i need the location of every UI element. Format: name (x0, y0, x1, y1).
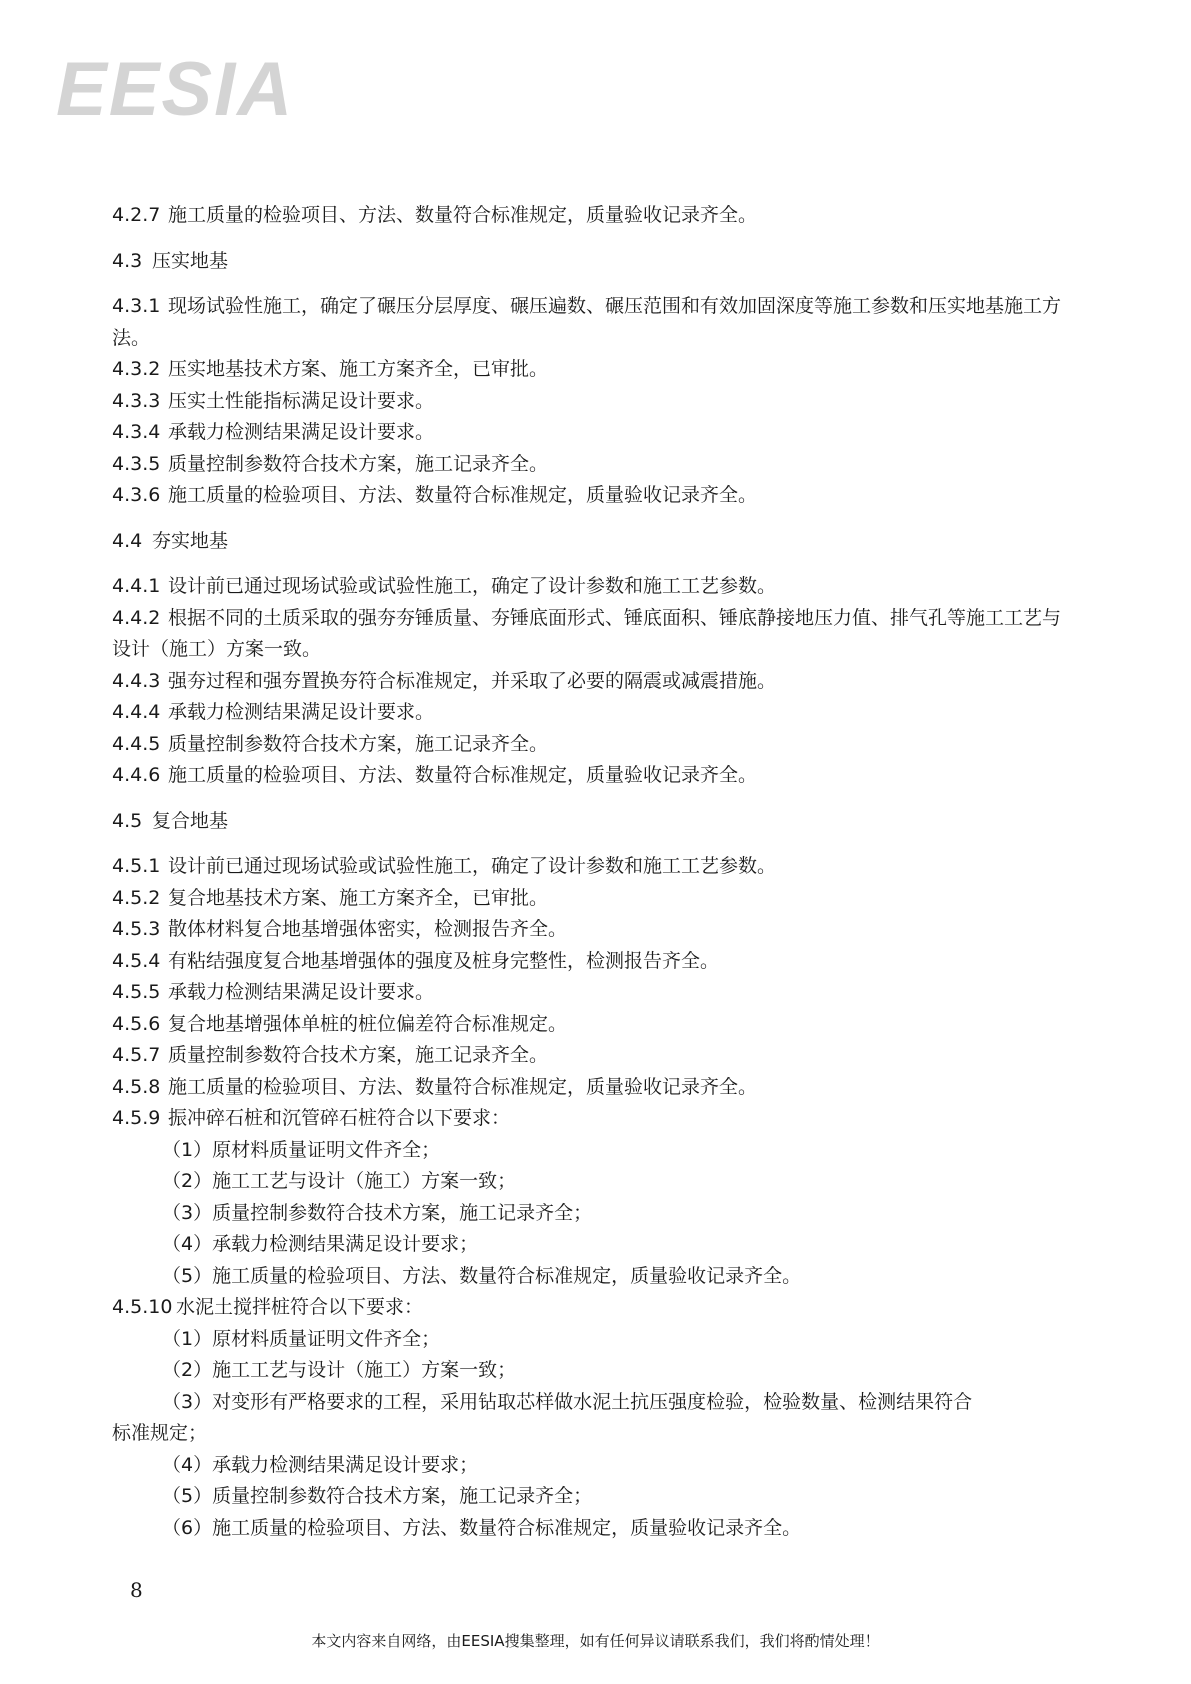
clause-4-3-5 (112, 449, 1072, 481)
clause-number: 4.5.2 (112, 886, 161, 909)
clause-number: 4.4.4 (112, 701, 161, 723)
clause-number: 4.5.6 (112, 1012, 161, 1035)
clause-number: 4.4.1 (112, 575, 161, 597)
clause-number: 4.5.1 (112, 855, 161, 877)
clause-4-4-4 (112, 697, 1072, 729)
clause-text: 承载力检测结果满足设计要求。 (168, 701, 435, 723)
clause-number: 4.4.6 (112, 764, 161, 786)
clause-number: 4.5.5 (112, 981, 161, 1003)
clause-number: 4.4.3 (112, 669, 161, 692)
sub-item: （2）施工工艺与设计（施工）方案一致； (162, 1359, 517, 1381)
sub-item: （4）承载力检测结果满足设计要求； (162, 1233, 479, 1255)
clause-text: 施工质量的检验项目、方法、数量符合标准规定，质量验收记录齐全。 (168, 484, 758, 506)
clause-number: 4.5.4 (112, 949, 161, 972)
document-body (112, 200, 1072, 1544)
sub-item: （4）承载力检测结果满足设计要求； (162, 1453, 479, 1476)
clause-text: 压实地基技术方案、施工方案齐全，已审批。 (168, 358, 549, 380)
clause-text: 散体材料复合地基增强体密实，检测报告齐全。 (168, 918, 568, 940)
clause-text: 质量控制参数符合技术方案，施工记录齐全。 (168, 732, 549, 755)
clause-text: 有粘结强度复合地基增强体的强度及桩身完整性，检测报告齐全。 (168, 949, 720, 972)
clause-text: 施工质量的检验项目、方法、数量符合标准规定，质量验收记录齐全。 (168, 204, 758, 226)
sub-item: （5）施工质量的检验项目、方法、数量符合标准规定，质量验收记录齐全。 (162, 1264, 802, 1287)
sub-item: （6）施工质量的检验项目、方法、数量符合标准规定，质量验收记录齐全。 (162, 1516, 802, 1539)
clause-4-3-4 (112, 417, 1072, 449)
clause-4-4-3 (112, 666, 1072, 698)
clause-4-3-6 (112, 480, 1072, 512)
clause-4-5-10 (112, 1292, 1072, 1324)
section-heading-4-4 (112, 526, 1072, 558)
clause-4-5-7 (112, 1040, 1072, 1072)
clause-number: 4.4.2 (112, 606, 161, 629)
sub-item: （2）施工工艺与设计（施工）方案一致； (162, 1170, 517, 1192)
clause-4-4-2 (112, 603, 1072, 666)
clause-text: 施工质量的检验项目、方法、数量符合标准规定，质量验收记录齐全。 (168, 1075, 758, 1098)
clause-text: 设计前已通过现场试验或试验性施工，确定了设计参数和施工工艺参数。 (168, 855, 777, 877)
clause-4-5-1 (112, 851, 1072, 883)
section-heading-4-5 (112, 806, 1072, 838)
clause-number: 4.5.8 (112, 1075, 161, 1098)
sub-item: （1）原材料质量证明文件齐全； (162, 1327, 441, 1350)
section-heading-4-3 (112, 246, 1072, 278)
clause-4-5-8 (112, 1072, 1072, 1104)
clause-text: 施工质量的检验项目、方法、数量符合标准规定，质量验收记录齐全。 (168, 764, 758, 786)
footer-disclaimer: 本文内容来自网络，由EESIA搜集整理，如有任何异议请联系我们，我们将酌情处理！ (311, 1632, 880, 1650)
clause-number: 4.5.7 (112, 1044, 161, 1066)
clause-number: 4.5.9 (112, 1107, 161, 1129)
section-number: 4.3 (112, 249, 143, 272)
section-title: 夯实地基 (152, 529, 229, 552)
clause-text: 承载力检测结果满足设计要求。 (168, 981, 435, 1003)
clause-text: 现场试验性施工，确定了碾压分层厚度、碾压遍数、碾压范围和有效加固深度等施工参数和压实地基施工方法。 (112, 295, 1062, 349)
clause-text: 复合地基技术方案、施工方案齐全，已审批。 (168, 886, 549, 909)
clause-4-3-1 (112, 291, 1072, 354)
clause-number: 4.3.1 (112, 295, 161, 317)
clause-number: 4.3.2 (112, 358, 161, 380)
clause-4-3-3 (112, 386, 1072, 418)
clause-number: 4.3.3 (112, 389, 161, 412)
clause-4-3-2 (112, 354, 1072, 386)
clause-number: 4.2.7 (112, 204, 161, 226)
clause-number: 4.3.5 (112, 452, 161, 475)
sub-item: （1）原材料质量证明文件齐全； (162, 1138, 441, 1161)
clause-4-5-9 (112, 1103, 1072, 1135)
clause-text: 根据不同的土质采取的强夯夯锤质量、夯锤底面形式、锤底面积、锤底静接地压力值、排气孔等施工工艺与设计（施工）方案一致。 (112, 606, 1062, 660)
sub-item: （3）对变形有严格要求的工程，采用钻取芯样做水泥土抗压强度检验，检验数量、检测结果符合 (162, 1390, 973, 1413)
page-number: 8 (130, 1578, 143, 1602)
clause-4-5-6 (112, 1009, 1072, 1041)
clause-number: 4.5.10 (112, 1296, 173, 1318)
sub-item-continuation: 标准规定； (112, 1422, 208, 1444)
clause-number: 4.3.4 (112, 421, 161, 443)
clause-4-5-4 (112, 946, 1072, 978)
clause-text: 水泥土搅拌桩符合以下要求： (176, 1296, 424, 1318)
clause-text: 复合地基增强体单桩的桩位偏差符合标准规定。 (168, 1012, 568, 1035)
clause-text: 振冲碎石桩和沉管碎石桩符合以下要求： (168, 1107, 511, 1129)
section-number: 4.4 (112, 529, 143, 552)
sub-item: （3）质量控制参数符合技术方案，施工记录齐全； (162, 1201, 593, 1224)
clause-text: 设计前已通过现场试验或试验性施工，确定了设计参数和施工工艺参数。 (168, 575, 777, 597)
clause-text: 质量控制参数符合技术方案，施工记录齐全。 (168, 452, 549, 475)
clause-number: 4.5.3 (112, 918, 161, 940)
sub-item: （5）质量控制参数符合技术方案，施工记录齐全； (162, 1485, 593, 1507)
clause-text: 质量控制参数符合技术方案，施工记录齐全。 (168, 1044, 549, 1066)
clause-4-5-3 (112, 914, 1072, 946)
clause-number: 4.3.6 (112, 484, 161, 506)
eesia-logo: EESIA (56, 47, 295, 132)
section-title: 压实地基 (152, 249, 229, 272)
clause-4-4-5 (112, 729, 1072, 761)
clause-text: 压实土性能指标满足设计要求。 (168, 389, 435, 412)
clause-number: 4.4.5 (112, 732, 161, 755)
clause-4-4-1 (112, 571, 1072, 603)
section-title: 复合地基 (152, 809, 229, 832)
clause-4-2-7 (112, 200, 1072, 232)
clause-4-5-2 (112, 883, 1072, 915)
clause-4-5-5 (112, 977, 1072, 1009)
clause-text: 强夯过程和强夯置换夯符合标准规定，并采取了必要的隔震或减震措施。 (168, 669, 777, 692)
section-number: 4.5 (112, 809, 143, 832)
clause-4-4-6 (112, 760, 1072, 792)
clause-text: 承载力检测结果满足设计要求。 (168, 421, 435, 443)
